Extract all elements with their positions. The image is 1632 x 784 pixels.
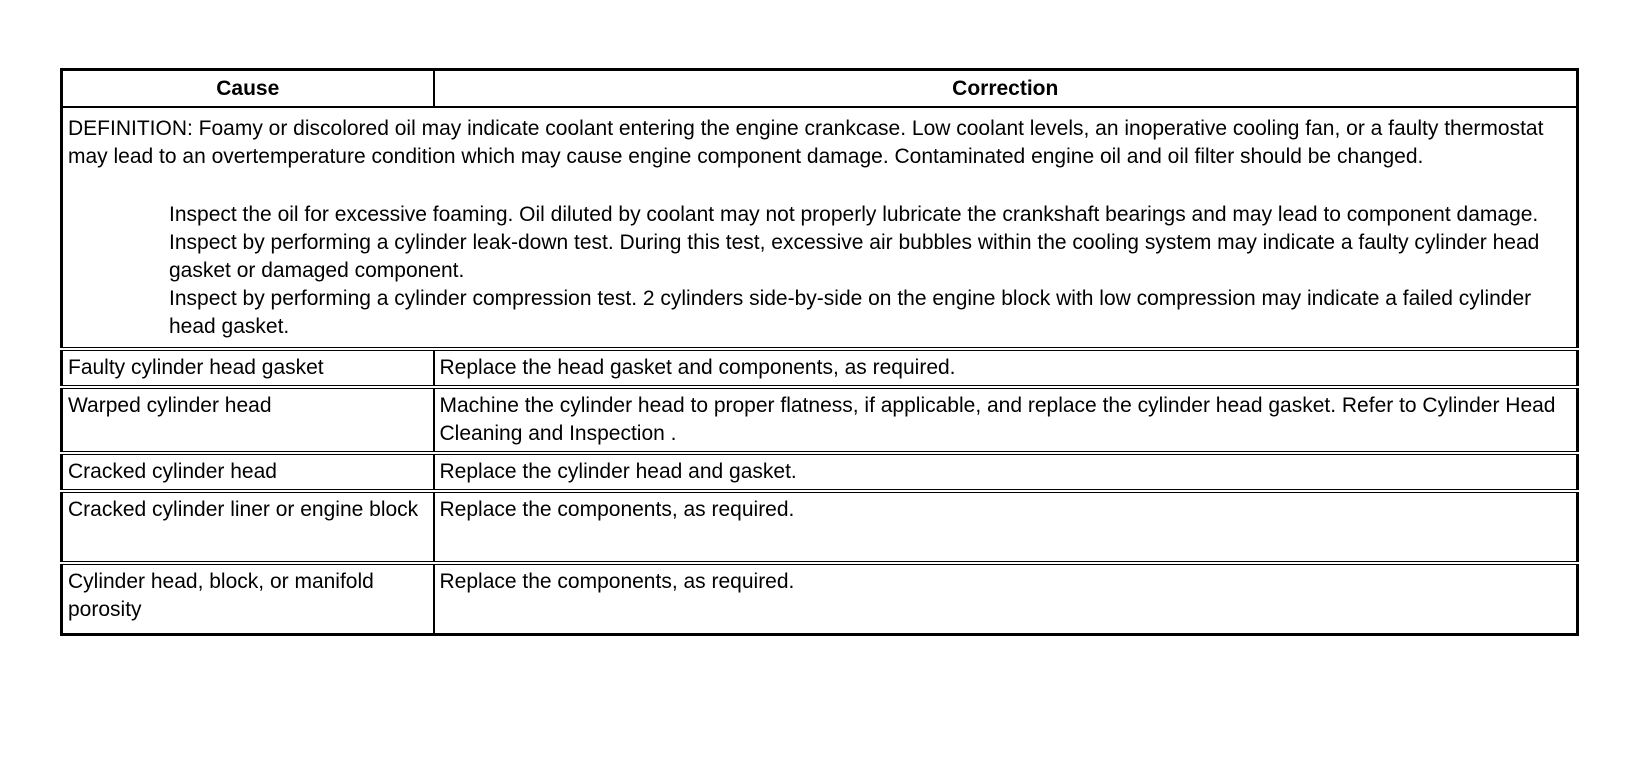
correction-header: Correction	[434, 70, 1578, 108]
inspection-step: Inspect by performing a cylinder compression test. 2 cylinders side-by-side on the engine block with low compression may indicate a failed cylinder head gasket.	[169, 287, 1532, 338]
definition-cell	[62, 107, 1578, 349]
correction-cell: Replace the cylinder head and gasket.	[434, 453, 1578, 491]
inspection-steps	[68, 201, 1570, 341]
cause-cell: Cracked cylinder head	[62, 453, 434, 491]
correction-cell: Machine the cylinder head to proper flatness, if applicable, and replace the cylinder head gasket. Refer to Cylinder Head Cleaning and Inspection .	[434, 387, 1578, 453]
table-row	[62, 387, 1578, 453]
table-row	[62, 491, 1578, 563]
inspection-step: Inspect by performing a cylinder leak-down test. During this test, excessive air bubbles within the cooling system may indicate a faulty cylinder head gasket or damaged component.	[169, 231, 1540, 282]
header-row	[62, 70, 1578, 108]
table-row	[62, 349, 1578, 387]
definition-row	[62, 107, 1578, 349]
cause-cell: Faulty cylinder head gasket	[62, 349, 434, 387]
cause-cell: Warped cylinder head	[62, 387, 434, 453]
correction-cell: Replace the components, as required.	[434, 563, 1578, 635]
definition-text: DEFINITION: Foamy or discolored oil may indicate coolant entering the engine crankcase. Low coolant levels, an inoperative cooling fan, or a faulty thermostat may lead to an overtemperature condition which may cause engine component damage. Contaminated engine oil and oil filter should be changed.	[68, 117, 1544, 168]
cause-cell: Cracked cylinder liner or engine block	[62, 491, 434, 563]
diagnostic-table	[60, 68, 1579, 636]
cause-header: Cause	[62, 70, 434, 108]
correction-cell: Replace the head gasket and components, as required.	[434, 349, 1578, 387]
table-row	[62, 563, 1578, 635]
table-row	[62, 453, 1578, 491]
cause-cell: Cylinder head, block, or manifold porosity	[62, 563, 434, 635]
correction-cell: Replace the components, as required.	[434, 491, 1578, 563]
inspection-step: Inspect the oil for excessive foaming. Oil diluted by coolant may not properly lubricate the crankshaft bearings and may lead to component damage.	[169, 203, 1539, 226]
